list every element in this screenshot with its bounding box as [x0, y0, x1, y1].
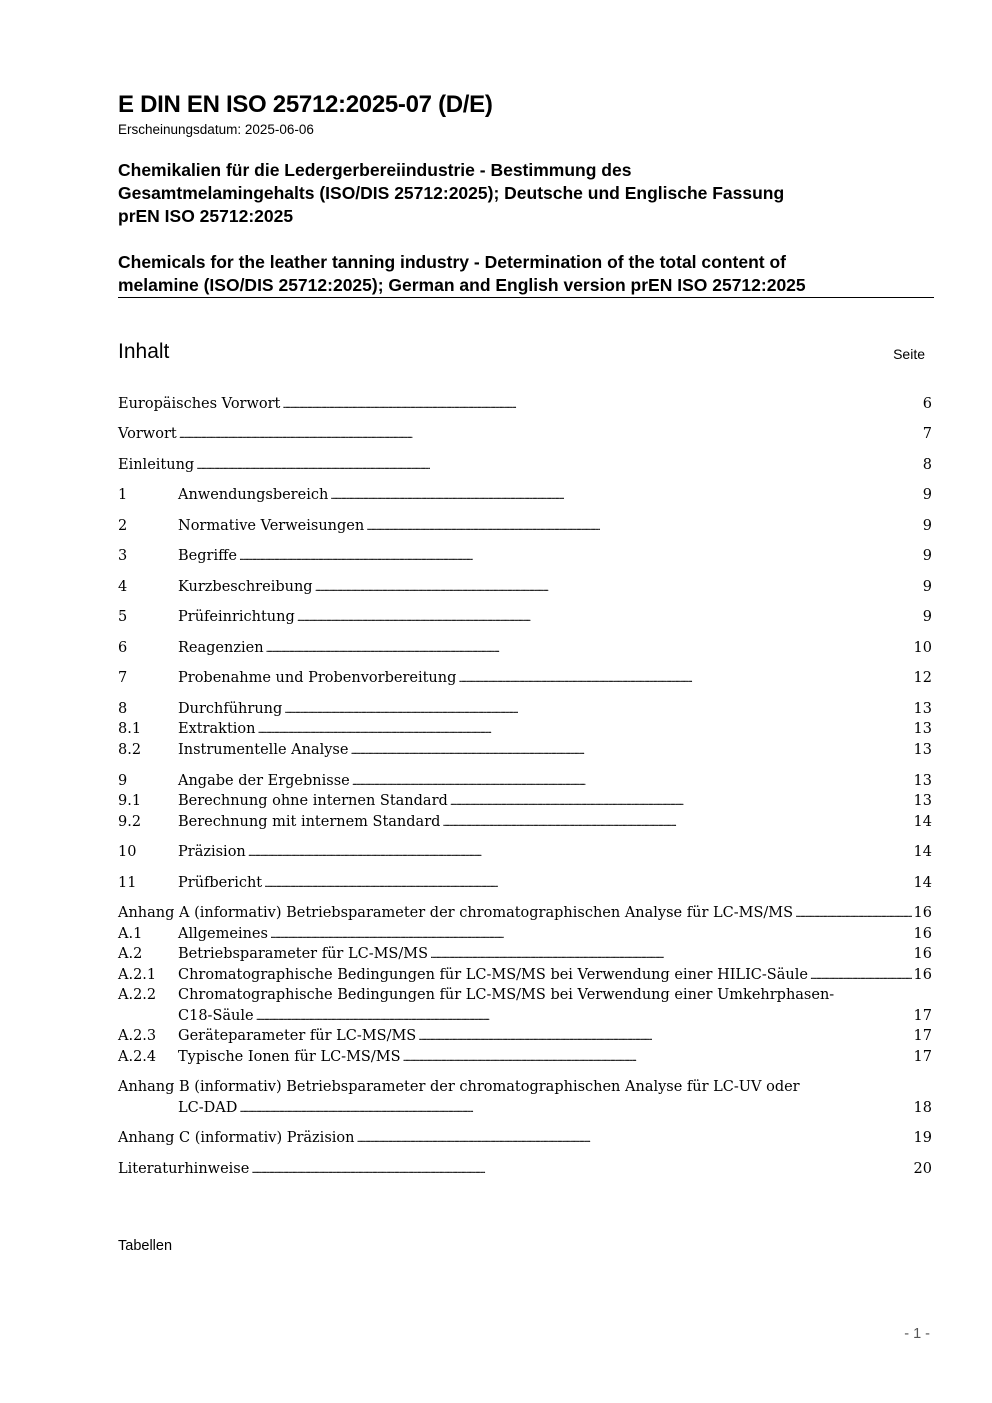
toc-entry[interactable]	[118, 455, 932, 476]
toc-entry-title: Anhang A (informativ) Betriebsparameter der chromatographischen Analyse für LC-MS/MS	[118, 905, 794, 921]
toc-entry[interactable]	[118, 668, 932, 689]
toc-leader-dots	[458, 668, 911, 690]
toc-entry[interactable]	[118, 924, 932, 945]
toc-entry[interactable]	[118, 1159, 932, 1180]
toc-entry-page: 9	[922, 548, 932, 564]
toc-entry-number: A.2	[118, 946, 143, 962]
toc-entry-title: Instrumentelle Analyse	[178, 742, 349, 758]
toc-entry-continuation[interactable]	[118, 1006, 932, 1027]
toc-leader-dots	[352, 771, 912, 793]
toc-leader-dots	[350, 740, 911, 762]
title-divider	[118, 297, 934, 298]
title-german-line: Chemikalien für die Ledergerbereiindustrie - Bestimmung des	[118, 160, 632, 180]
toc-heading: Inhalt	[118, 340, 170, 363]
toc-entry-number: A.1	[118, 926, 143, 942]
toc-leader-dots	[403, 1047, 912, 1069]
toc-leader-dots	[297, 607, 921, 629]
toc-entry-title: Berechnung mit internem Standard	[178, 814, 441, 830]
toc-entry-title: Berechnung ohne internen Standard	[178, 793, 448, 809]
publication-date-label: Erscheinungsdatum:	[118, 122, 242, 137]
toc-entry-title: Probenahme und Probenvorbereitung	[178, 670, 457, 686]
toc-entry-number: 8.2	[118, 742, 142, 758]
toc-entry-number: 3	[118, 548, 128, 564]
toc-entry-number: 1	[118, 487, 128, 503]
toc-entry-page: 16	[913, 967, 932, 983]
toc-entry-page: 17	[913, 1028, 932, 1044]
document-id: E DIN EN ISO 25712:2025-07 (D/E)	[118, 91, 493, 118]
toc-entry[interactable]	[118, 873, 932, 894]
toc-leader-dots	[330, 485, 920, 507]
toc-entry-number: A.2.4	[118, 1049, 157, 1065]
toc-entry-title: Einleitung	[118, 457, 195, 473]
toc-entry-number: 2	[118, 518, 128, 534]
toc-entry[interactable]	[118, 1026, 932, 1047]
toc-leader-dots	[264, 873, 911, 895]
toc-entry-title: Literaturhinweise	[118, 1161, 250, 1177]
toc-leader-dots	[251, 1159, 911, 1181]
toc-entry-title: Prüfbericht	[178, 875, 263, 891]
toc-entry-page: 16	[913, 946, 932, 962]
toc-entry-page: 9	[922, 609, 932, 625]
toc-entry[interactable]	[118, 944, 932, 965]
toc-entry[interactable]	[118, 1077, 932, 1098]
toc-entry-title: Präzision	[178, 844, 246, 860]
toc-entry[interactable]	[118, 1047, 932, 1068]
toc-entry-title: Anwendungsbereich	[178, 487, 329, 503]
toc-entry-number: 9	[118, 773, 128, 789]
toc-page-column-label: Seite	[893, 346, 925, 362]
toc-entry-page: 9	[922, 579, 932, 595]
toc-entry[interactable]	[118, 577, 932, 598]
toc-leader-dots	[239, 546, 921, 568]
toc-leader-dots	[284, 699, 911, 721]
toc-entry-page: 16	[913, 905, 932, 921]
toc-leader-dots	[315, 577, 921, 599]
toc-entry-page: 20	[913, 1161, 932, 1177]
toc-entry[interactable]	[118, 516, 932, 537]
toc-entry[interactable]	[118, 812, 932, 833]
toc-entry-page: 13	[913, 773, 932, 789]
toc-entry[interactable]	[118, 394, 932, 415]
toc-entry[interactable]	[118, 424, 932, 445]
toc-entry-page: 13	[913, 742, 932, 758]
toc-entry-number: 6	[118, 640, 128, 656]
toc-entry-page: 13	[913, 701, 932, 717]
toc-entry-page: 19	[913, 1130, 932, 1146]
toc-entry-title: Normative Verweisungen	[178, 518, 365, 534]
toc-entry-title: Chromatographische Bedingungen für LC-MS/MS bei Verwendung einer Umkehrphasen-	[178, 987, 835, 1003]
toc-leader-dots	[257, 719, 911, 741]
toc-entry[interactable]	[118, 638, 932, 659]
toc-entry-page: 17	[913, 1008, 932, 1024]
toc-entry-number: 5	[118, 609, 128, 625]
toc-entry-page: 14	[913, 814, 932, 830]
toc-entry[interactable]	[118, 771, 932, 792]
toc-entry-number: 7	[118, 670, 128, 686]
toc-entry-number: A.2.3	[118, 1028, 157, 1044]
toc-entry-title: Vorwort	[118, 426, 177, 442]
toc-entry-title: Chromatographische Bedingungen für LC-MS/MS bei Verwendung einer HILIC-Säule	[178, 967, 808, 983]
page-number: - 1 -	[904, 1326, 930, 1342]
toc-leader-dots	[418, 1026, 911, 1048]
toc-entry-number: 4	[118, 579, 128, 595]
toc-entry-page: 12	[913, 670, 932, 686]
toc-entry-page: 13	[913, 721, 932, 737]
toc-leader-dots	[810, 965, 912, 987]
toc-entry-title: Allgemeines	[178, 926, 268, 942]
toc-entry-page: 6	[922, 396, 932, 412]
toc-entry-continuation[interactable]	[118, 1098, 932, 1119]
toc-entry-title: Reagenzien	[178, 640, 264, 656]
title-german-line: Gesamtmelamingehalts (ISO/DIS 25712:2025); Deutsche und Englische Fassung	[118, 183, 785, 203]
publication-date	[118, 122, 314, 138]
toc-entry-page: 14	[913, 875, 932, 891]
toc-entry-title: Anhang B (informativ) Betriebsparameter der chromatographischen Analyse für LC-UV oder	[118, 1079, 800, 1095]
toc-entry-page: 9	[922, 487, 932, 503]
toc-entry-number: 11	[118, 875, 137, 891]
title-english-line: melamine (ISO/DIS 25712:2025); German and English version prEN ISO 25712:2025	[118, 275, 806, 295]
title-english-line: Chemicals for the leather tanning industry - Determination of the total content of	[118, 252, 786, 272]
toc-entry[interactable]	[118, 965, 932, 986]
toc-entry-page: 9	[922, 518, 932, 534]
toc-entry-title: Kurzbeschreibung	[178, 579, 313, 595]
title-german	[118, 159, 938, 228]
toc-entry[interactable]	[118, 985, 932, 1006]
toc-leader-dots	[179, 424, 921, 446]
toc-entry[interactable]	[118, 903, 932, 924]
toc-leader-dots	[248, 842, 912, 864]
toc-entry[interactable]	[118, 485, 932, 506]
toc-entry[interactable]	[118, 791, 932, 812]
toc-leader-dots	[196, 455, 921, 477]
toc-entry-page: 7	[922, 426, 932, 442]
toc-entry-page: 14	[913, 844, 932, 860]
toc-leader-dots	[366, 516, 921, 538]
toc-entry-page: 17	[913, 1049, 932, 1065]
toc-entry-page: 13	[913, 793, 932, 809]
toc-entry[interactable]	[118, 1128, 932, 1149]
toc-entry-title: Typische Ionen für LC-MS/MS	[178, 1049, 401, 1065]
toc-entry-number: 8.1	[118, 721, 142, 737]
toc-entry-title: Europäisches Vorwort	[118, 396, 281, 412]
toc-entry-number: A.2.2	[118, 987, 157, 1003]
toc-leader-dots	[266, 638, 912, 660]
title-english	[118, 251, 938, 297]
toc-entry-title-continuation: C18-Säule	[178, 1008, 254, 1024]
toc-entry-number: 9.1	[118, 793, 142, 809]
toc-leader-dots	[239, 1098, 911, 1120]
toc-entry-title: Betriebsparameter für LC-MS/MS	[178, 946, 429, 962]
toc-leader-dots	[450, 791, 912, 813]
toc-entry-page: 8	[922, 457, 932, 473]
toc-entry-title: Angabe der Ergebnisse	[178, 773, 350, 789]
toc-leader-dots	[282, 394, 920, 416]
toc-leader-dots	[356, 1128, 911, 1150]
toc-entry[interactable]	[118, 607, 932, 628]
toc-entry-number: 10	[118, 844, 137, 860]
toc-entry[interactable]	[118, 699, 932, 720]
toc-entry-title: Extraktion	[178, 721, 256, 737]
toc-entry-title: Prüfeinrichtung	[178, 609, 295, 625]
toc-entry[interactable]	[118, 546, 932, 567]
toc-entry-number: 9.2	[118, 814, 142, 830]
toc-entry-title: Begriffe	[178, 548, 237, 564]
toc-entry-title: Geräteparameter für LC-MS/MS	[178, 1028, 417, 1044]
toc-entry[interactable]	[118, 842, 932, 863]
toc-entry-page: 18	[913, 1100, 932, 1116]
toc-entry-page: 10	[913, 640, 932, 656]
tables-heading: Tabellen	[118, 1238, 173, 1254]
toc-entry-title: Anhang C (informativ) Präzision	[118, 1130, 355, 1146]
toc-entry-page: 16	[913, 926, 932, 942]
toc-entry-title-continuation: LC-DAD	[178, 1100, 238, 1116]
toc-leader-dots	[442, 812, 911, 834]
toc-entry-number: A.2.1	[118, 967, 157, 983]
toc-leader-dots	[256, 1006, 912, 1028]
toc-leader-dots	[795, 903, 911, 925]
toc-leader-dots	[270, 924, 912, 946]
toc-entry-number: 8	[118, 701, 128, 717]
toc-entry[interactable]	[118, 740, 932, 761]
publication-date-value: 2025-06-06	[244, 122, 314, 137]
title-german-line: prEN ISO 25712:2025	[118, 206, 294, 226]
toc-entry-title: Durchführung	[178, 701, 283, 717]
toc-leader-dots	[430, 944, 912, 966]
toc-entry[interactable]	[118, 719, 932, 740]
